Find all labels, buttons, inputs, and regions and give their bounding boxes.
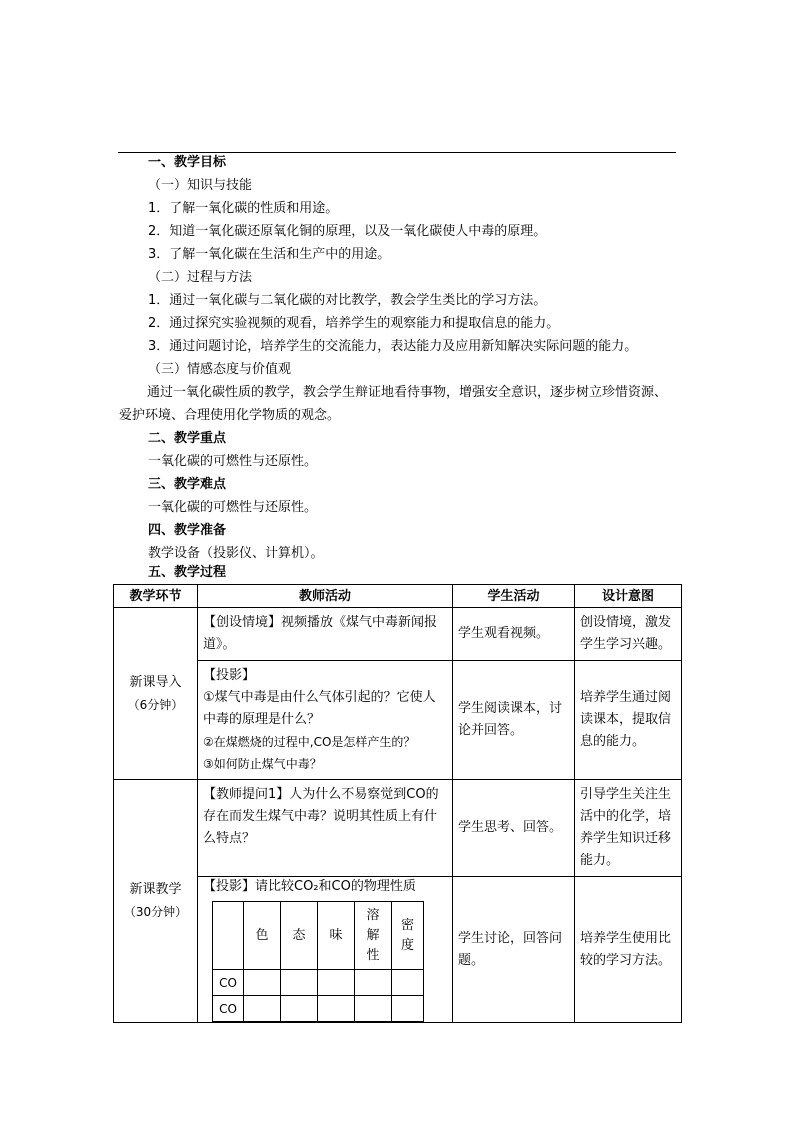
objective-item: 1．通过一氧化碳与二氧化碳的对比教学，教会学生类比的学习方法。: [148, 293, 547, 308]
student-activity: 学生观看视频。: [458, 626, 550, 641]
header-stage: 教学环节: [114, 585, 198, 608]
section-heading-process: 五、教学过程: [148, 565, 227, 580]
inner-header: 溶解性: [355, 902, 392, 970]
inner-cell: [244, 970, 281, 996]
inner-header: 态: [281, 902, 318, 970]
inner-header: 色: [244, 902, 281, 970]
difficulties-text: 一氧化碳的可燃性与还原性。: [148, 500, 318, 515]
objective-item: 1．了解一氧化碳的性质和用途。: [148, 201, 339, 216]
design-intent: 培养学生通过阅读课本，提取信息的能力。: [580, 690, 672, 749]
inner-cell: [392, 996, 424, 1022]
stage-teaching-cell: [114, 780, 198, 1023]
design-intent: 引导学生关注生活中的化学，培养学生知识迁移能力。: [580, 787, 672, 868]
design-intent: 培养学生使用比较的学习方法。: [580, 930, 672, 968]
teacher-activity: 【教师提问1】人为什么不易察觉到CO的存在而发生煤气中毒？说明其性质上有什么特点？: [203, 787, 439, 846]
stage-name: 新课教学: [129, 882, 182, 897]
student-activity: 学生阅读课本，讨论并回答。: [458, 701, 563, 738]
inner-header-row: [213, 902, 424, 970]
design-intent: 创设情境，激发学生学习兴趣。: [580, 615, 672, 652]
table-header-row: [114, 585, 682, 608]
subsection-attitude: （三）情感态度与价值观: [148, 362, 292, 377]
stage-time: （6分钟）: [127, 697, 184, 712]
section-heading-preparation: 四、教学准备: [148, 523, 227, 538]
inner-header: [213, 902, 244, 970]
attitude-paragraph: 通过一氧化碳性质的教学，教会学生辩证地看待事物，增强安全意识，逐步树立珍惜资源、爱护环境、合理使用化学物质的观念。: [119, 385, 668, 423]
student-activity: 学生讨论，回答问题。: [458, 930, 563, 968]
key-points-text: 一氧化碳的可燃性与还原性。: [148, 454, 318, 469]
inner-cell: [318, 970, 355, 996]
projection-question: ①煤气中毒是由什么气体引起的？它使人中毒的原理是什么？: [203, 690, 436, 727]
projection-question: ②在煤燃烧的过程中,CO是怎样产生的？: [203, 735, 416, 749]
objective-item: 2．通过探究实验视频的观看，培养学生的观察能力和提取信息的能力。: [148, 316, 560, 331]
student-activity: 学生思考、回答。: [458, 820, 563, 835]
inner-cell: [244, 996, 281, 1022]
preparation-text: 教学设备（投影仪、计算机）。: [148, 546, 324, 561]
inner-cell: [318, 996, 355, 1022]
inner-row-label: CO: [213, 996, 244, 1022]
inner-row-label: CO: [213, 970, 244, 996]
inner-header: 密度: [392, 902, 424, 970]
teacher-activity: [198, 661, 452, 779]
inner-row: [213, 970, 424, 996]
inner-cell: [392, 970, 424, 996]
table-row: [114, 780, 682, 877]
inner-cell: [355, 970, 392, 996]
objective-item: 3．了解一氧化碳在生活和生产中的用途。: [148, 247, 391, 262]
objective-item: 2．知道一氧化碳还原氧化铜的原理，以及一氧化碳使人中毒的原理。: [148, 224, 547, 239]
table-row: [114, 608, 682, 661]
section-heading-key-points: 二、教学重点: [148, 431, 227, 446]
inner-cell: [355, 996, 392, 1022]
teacher-activity: 【创设情境】视频播放《煤气中毒新闻报道》。: [203, 615, 438, 652]
header-student-activity: 学生活动: [453, 585, 575, 608]
section-heading-difficulties: 三、教学难点: [148, 477, 227, 492]
teacher-activity: 【投影】请比较CO₂和CO的物理性质: [203, 879, 416, 894]
teaching-process-table: [113, 584, 682, 1023]
section-heading-objectives: 一、教学目标: [148, 155, 227, 170]
table-row: [114, 661, 682, 780]
subsection-process: （二）过程与方法: [148, 270, 253, 285]
table-row: [114, 877, 682, 1023]
header-rule: [118, 152, 676, 153]
inner-row: [213, 996, 424, 1022]
inner-header: 味: [318, 902, 355, 970]
projection-question: ③如何防止煤气中毒？: [203, 757, 322, 771]
inner-cell: [281, 996, 318, 1022]
projection-title: 【投影】: [203, 668, 256, 683]
inner-cell: [281, 970, 318, 996]
property-comparison-table: [212, 901, 424, 1022]
stage-time: （30分钟）: [123, 905, 188, 919]
stage-name: 新课导入: [129, 674, 182, 690]
objective-item: 3．通过问题讨论，培养学生的交流能力，表达能力及应用新知解决实际问题的能力。: [148, 339, 638, 354]
subsection-knowledge: （一）知识与技能: [148, 178, 253, 193]
header-teacher-activity: 教师活动: [198, 585, 453, 608]
stage-intro-cell: [114, 608, 198, 780]
header-design-intent: 设计意图: [575, 585, 682, 608]
